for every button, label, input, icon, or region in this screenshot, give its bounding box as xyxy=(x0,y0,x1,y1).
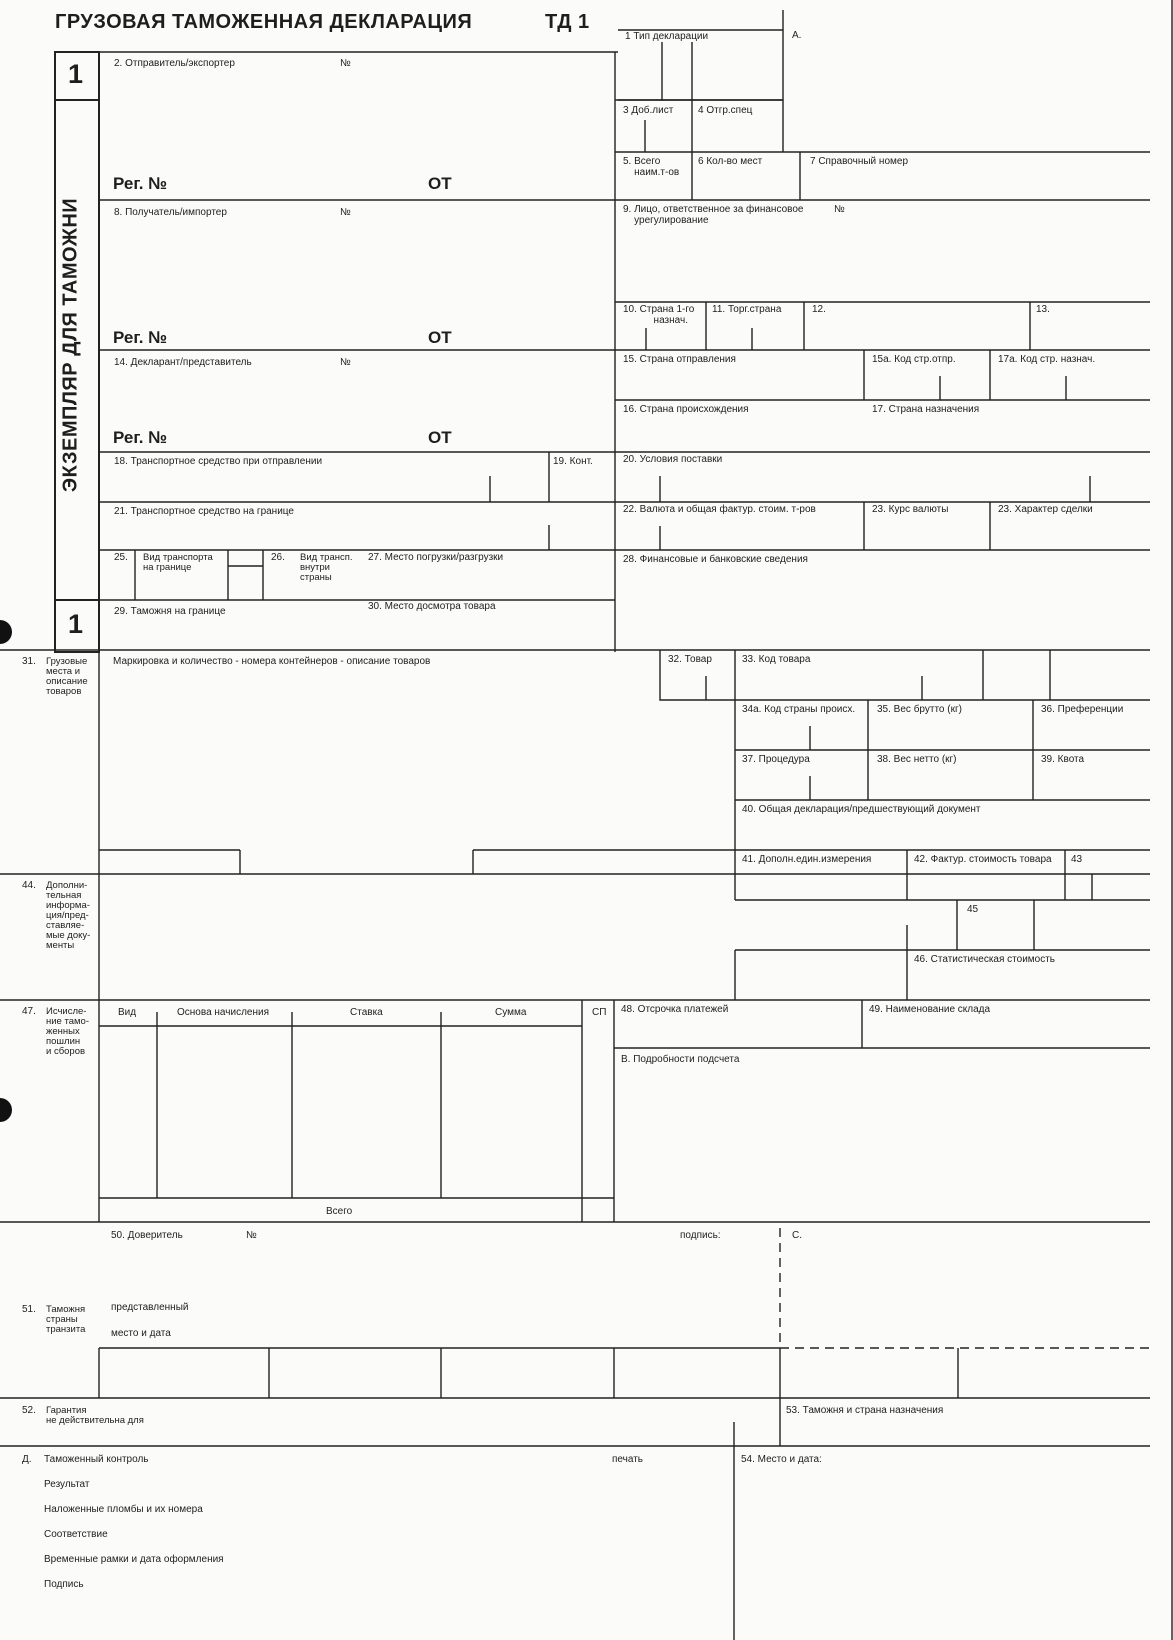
box-47-col-vid: Вид xyxy=(118,1007,137,1018)
box-50-place: место и дата xyxy=(111,1328,171,1339)
box-22-label: 22. Валюта и общая фактур. стоим. т-ров xyxy=(623,504,816,515)
form-title: ГРУЗОВАЯ ТАМОЖЕННАЯ ДЕКЛАРАЦИЯ xyxy=(55,11,473,33)
box-50-label: 50. Доверитель xyxy=(111,1230,183,1241)
box-d-sign: Подпись xyxy=(44,1579,84,1590)
box-47-col-base: Основа начисления xyxy=(177,1007,269,1018)
box-19-label: 19. Конт. xyxy=(553,456,593,467)
copy-number-top: 1 xyxy=(68,59,84,89)
box-53-label: 53. Таможня и страна назначения xyxy=(786,1405,944,1416)
box-13-label: 13. xyxy=(1036,304,1050,315)
box-d-num: Д. xyxy=(22,1454,32,1465)
box-38-label: 38. Вес нетто (кг) xyxy=(877,754,957,765)
box-28-label: 28. Финансовые и банковские сведения xyxy=(623,554,808,565)
box-5-label: 5. Всего наим.т-ов xyxy=(623,156,680,178)
box-42-label: 42. Фактур. стоимость товара xyxy=(914,854,1052,865)
box-47-col-sum: Сумма xyxy=(495,1007,527,1018)
copy-label: ЭКЗЕМПЛЯР ДЛЯ ТАМОЖНИ xyxy=(59,197,82,493)
box-26-label: Вид трансп. внутри страны xyxy=(300,552,353,583)
box-47-col-rate: Ставка xyxy=(350,1007,383,1018)
box-8-label: 8. Получатель/импортер xyxy=(114,207,227,218)
box-49-label: 49. Наименование склада xyxy=(869,1004,991,1015)
box-41-label: 41. Дополн.един.измерения xyxy=(742,854,872,865)
box-40-label: 40. Общая декларация/предшествующий документ xyxy=(742,804,981,815)
box-31-desc: Маркировка и количество - номера контейнеров - описание товаров xyxy=(113,656,431,667)
box-43-label: 43 xyxy=(1071,854,1083,865)
box-18-label: 18. Транспортное средство при отправлении xyxy=(114,456,323,467)
box-d-match: Соответствие xyxy=(44,1529,108,1540)
box-d-label: Таможенный контроль xyxy=(44,1454,149,1465)
box-25-num: 25. xyxy=(114,552,128,563)
box-14-ot: ОТ xyxy=(428,428,452,447)
box-2-label: 2. Отправитель/экспортер xyxy=(114,58,235,69)
box-37-label: 37. Процедура xyxy=(742,754,810,765)
box-b-label: B. Подробности подсчета xyxy=(621,1054,740,1065)
box-50-sign: подпись: xyxy=(680,1230,721,1241)
box-26-num: 26. xyxy=(271,552,285,563)
box-33-label: 33. Код товара xyxy=(742,654,811,665)
box-d-seals: Наложенные пломбы и их номера xyxy=(44,1504,203,1515)
box-32-label: 32. Товар xyxy=(668,654,712,665)
box-47-num: 47. xyxy=(22,1006,36,1017)
box-9-label: 9. Лицо, ответственное за финансовое урегулирование xyxy=(623,204,804,226)
box-47-col-sp: СП xyxy=(592,1007,607,1018)
box-2-ot: ОТ xyxy=(428,174,452,193)
box-d-result: Результат xyxy=(44,1479,90,1490)
box-31-label: Грузовые места и описание товаров xyxy=(46,656,88,697)
box-17-label: 17. Страна назначения xyxy=(872,404,980,415)
box-36-label: 36. Преференции xyxy=(1041,704,1124,715)
box-17a-label: 17а. Код стр. назнач. xyxy=(998,354,1096,365)
box-52-num: 52. xyxy=(22,1405,36,1416)
box-44-num: 44. xyxy=(22,880,36,891)
box-11-label: 11. Торг.страна xyxy=(712,304,782,315)
box-15a-label: 15а. Код стр.отпр. xyxy=(872,354,956,365)
box-48-label: 48. Отсрочка платежей xyxy=(621,1004,729,1015)
box-44-label: Дополни- тельная информа- ция/пред- ставляе- мые доку- менты xyxy=(46,880,91,951)
box-14-no: № xyxy=(340,357,351,368)
box-8-ot: ОТ xyxy=(428,328,452,347)
box-52-label: Гарантия не действительна для xyxy=(46,1405,144,1426)
box-29-label: 29. Таможня на границе xyxy=(114,606,226,617)
box-9-no: № xyxy=(834,204,845,215)
copy-number-bottom: 1 xyxy=(68,609,84,639)
box-7-label: 7 Справочный номер xyxy=(810,156,909,167)
box-16-label: 16. Страна происхождения xyxy=(623,404,749,415)
box-50-rep: представленный xyxy=(111,1302,189,1313)
box-25-label: Вид транспорта на границе xyxy=(143,552,213,573)
box-20-label: 20. Условия поставки xyxy=(623,454,723,465)
box-50-no: № xyxy=(246,1230,257,1241)
box-1-label: 1 Тип декларации xyxy=(625,31,709,42)
box-30-label: 30. Место досмотра товара xyxy=(368,601,496,612)
box-34a-label: 34а. Код страны происх. xyxy=(742,704,856,715)
box-2-no: № xyxy=(340,58,351,69)
box-23-label: 23. Курс валюты xyxy=(872,504,949,515)
box-8-no: № xyxy=(340,207,351,218)
box-12-label: 12. xyxy=(812,304,826,315)
letter-a: А. xyxy=(792,30,802,41)
box-31-num: 31. xyxy=(22,656,36,667)
box-2-reg: Рег. № xyxy=(113,174,168,193)
box-6-label: 6 Кол-во мест xyxy=(698,156,763,167)
box-51-label: Таможня страны транзита xyxy=(46,1304,86,1335)
box-14-label: 14. Декларант/представитель xyxy=(114,357,252,368)
box-d-stamp: печать xyxy=(612,1454,643,1465)
box-10-label: 10. Страна 1-го назнач. xyxy=(623,304,695,326)
box-24-label: 23. Характер сделки xyxy=(998,504,1093,515)
box-47-label: Исчисле- ние тамо- женных пошлин и сборов xyxy=(46,1006,89,1057)
box-35-label: 35. Вес брутто (кг) xyxy=(877,704,962,715)
box-3-label: 3 Доб.лист xyxy=(623,105,674,116)
box-54-label: 54. Место и дата: xyxy=(741,1454,822,1465)
box-d-time: Временные рамки и дата оформления xyxy=(44,1554,224,1565)
box-4-label: 4 Отгр.спец xyxy=(698,105,753,116)
box-47-total: Всего xyxy=(326,1206,353,1217)
box-15-label: 15. Страна отправления xyxy=(623,354,736,365)
box-51-num: 51. xyxy=(22,1304,36,1315)
box-27-label: 27. Место погрузки/разгрузки xyxy=(368,552,504,563)
box-21-label: 21. Транспортное средство на границе xyxy=(114,506,294,517)
box-45-label: 45 xyxy=(967,904,979,915)
box-46-label: 46. Статистическая стоимость xyxy=(914,954,1056,965)
form-code: ТД 1 xyxy=(545,11,590,33)
box-39-label: 39. Квота xyxy=(1041,754,1085,765)
box-14-reg: Рег. № xyxy=(113,428,168,447)
box-c-label: C. xyxy=(792,1230,802,1241)
box-8-reg: Рег. № xyxy=(113,328,168,347)
